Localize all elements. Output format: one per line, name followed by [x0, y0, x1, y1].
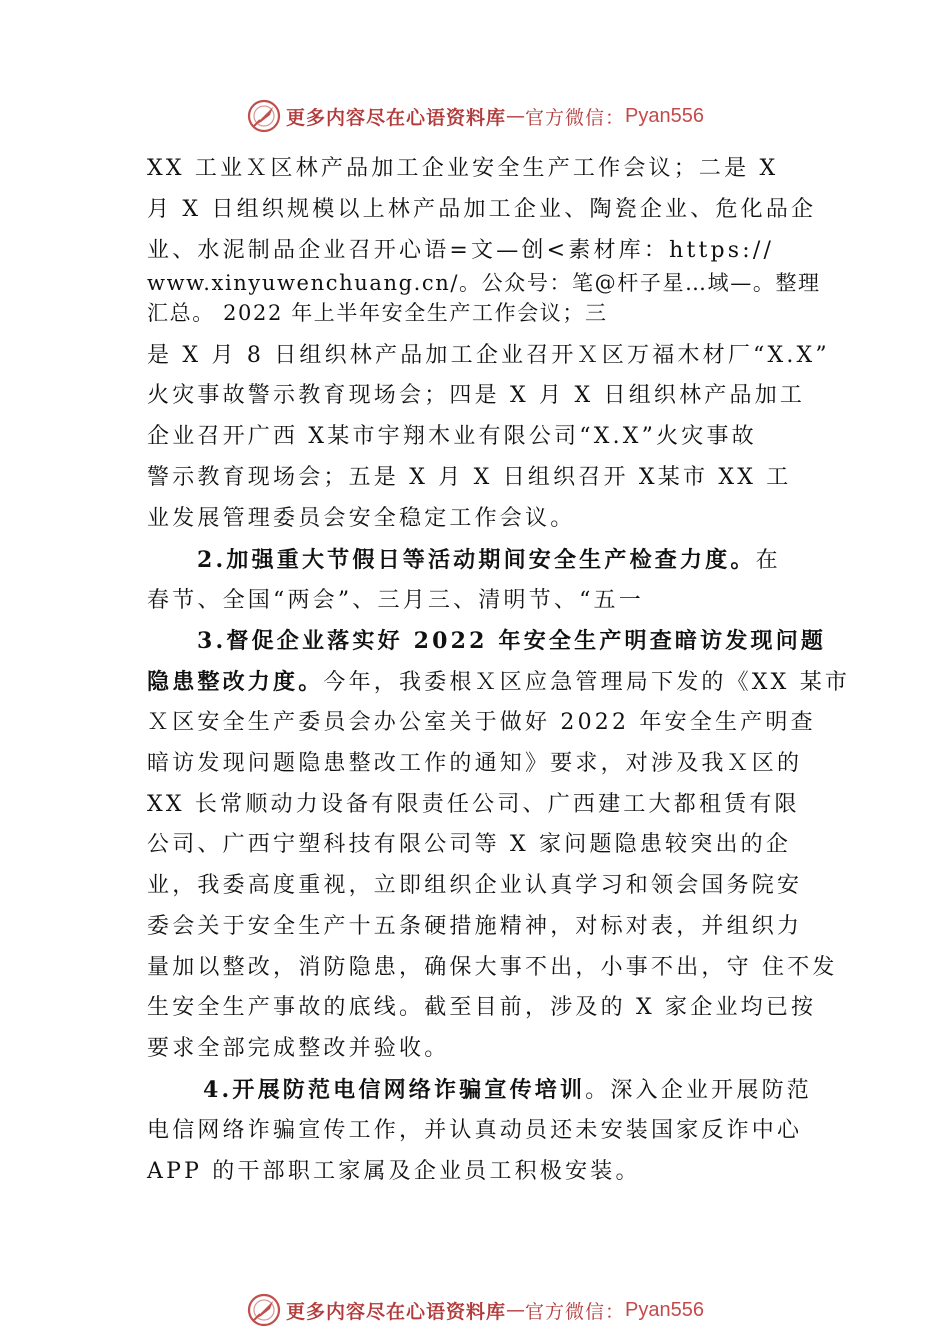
- text-line: Ｘ区安全生产委员会办公室关于做好 2022 年安全生产明查: [147, 710, 816, 735]
- footer-site-text: 更多内容尽在心语资料库: [286, 1300, 507, 1323]
- text-line: 警示教育现场会；五是 X 月 X 日组织召开 X某市 XX 工: [147, 465, 792, 490]
- text-line: 春节、全国“两会”、三月三、清明节、“五一: [147, 588, 644, 613]
- text-line: 公司、广西宁塑科技有限公司等 X 家问题隐患较突出的企: [147, 832, 792, 857]
- paragraph-2-heading: 2.加强重大节假日等活动期间安全生产检查力度。: [197, 547, 756, 573]
- text-line: 汇总。 2022 年上半年安全生产工作会议；三: [147, 301, 608, 325]
- text-line: www.xinyuwenchuang.cn/。公众号：笔@杆子星…域—。整理: [147, 271, 821, 295]
- header-banner: [0, 94, 950, 138]
- text-line: 电信网络诈骗宣传工作，并认真动员还未安装国家反诈中心: [147, 1118, 803, 1143]
- text-line: 业，我委高度重视，立即组织企业认真学习和领会国务院安: [147, 873, 803, 898]
- header-site-text: 更多内容尽在心语资料库: [286, 106, 507, 129]
- paragraph-3-text: 今年，我委根Ｘ区应急管理局下发的《XX 某市: [323, 670, 851, 695]
- text-line: 生安全生产事故的底线。截至目前，涉及的 X 家企业均已按: [147, 995, 817, 1020]
- text-line: 委会关于安全生产十五条硬措施精神，对标对表，并组织力: [147, 914, 803, 939]
- text-line: APP 的干部职工家属及企业员工积极安装。: [147, 1159, 641, 1184]
- text-line: 业、水泥制品企业召开心语=文—创<素材库：https://: [147, 238, 775, 263]
- text-line: 要求全部完成整改并验收。: [147, 1036, 450, 1061]
- paragraph-4-text: 。深入企业开展防范: [585, 1078, 812, 1103]
- text-line: XX 工业Ｘ区林产品加工企业安全生产工作会议；二是 X: [147, 156, 779, 181]
- paragraph-4-heading: 4.开展防范电信网络诈骗宣传培训: [203, 1077, 586, 1103]
- text-line: 火灾事故警示教育现场会；四是 X 月 X 日组织林产品加工: [147, 383, 806, 408]
- header-wechat-id: Pyan556: [625, 104, 704, 127]
- footer-wechat-label: 官方微信：: [525, 1300, 626, 1323]
- text-line: 是 X 月 8 日组织林产品加工企业召开Ｘ区万福木材厂“X.X”: [147, 343, 830, 368]
- paragraph-3-line-2: [147, 667, 850, 698]
- text-line: 暗访发现问题隐患整改工作的通知》要求，对涉及我Ｘ区的: [147, 751, 803, 776]
- paragraph-3-heading: 3.督促企业落实好 2022 年安全生产明查暗访发现问题: [197, 628, 827, 654]
- paragraph-2-text: 在: [755, 548, 781, 573]
- text-line: 量加以整改，消防隐患，确保大事不出，小事不出，守 住不发: [147, 955, 838, 980]
- footer-wechat-id: Pyan556: [625, 1298, 704, 1321]
- quill-logo-icon: [246, 1292, 282, 1328]
- text-line: 月 X 日组织规模以上林产品加工企业、陶瓷企业、危化品企: [147, 197, 817, 222]
- footer-banner: [0, 1288, 950, 1332]
- header-wechat-label: 官方微信：: [525, 106, 626, 129]
- text-line: 业发展管理委员会安全稳定工作会议。: [147, 506, 576, 531]
- quill-logo-icon: [246, 98, 282, 134]
- header-separator: —: [506, 105, 526, 127]
- text-line: XX 长常顺动力设备有限责任公司、广西建工大都租赁有限: [147, 792, 800, 817]
- text-line: 企业召开广西 X某市宇翔木业有限公司“X.X”火灾事故: [147, 424, 757, 449]
- paragraph-4-line-1: [203, 1075, 812, 1106]
- paragraph-2-line-1: [197, 545, 781, 576]
- paragraph-3-heading-end: 隐患整改力度。: [147, 669, 324, 695]
- footer-separator: —: [506, 1299, 526, 1321]
